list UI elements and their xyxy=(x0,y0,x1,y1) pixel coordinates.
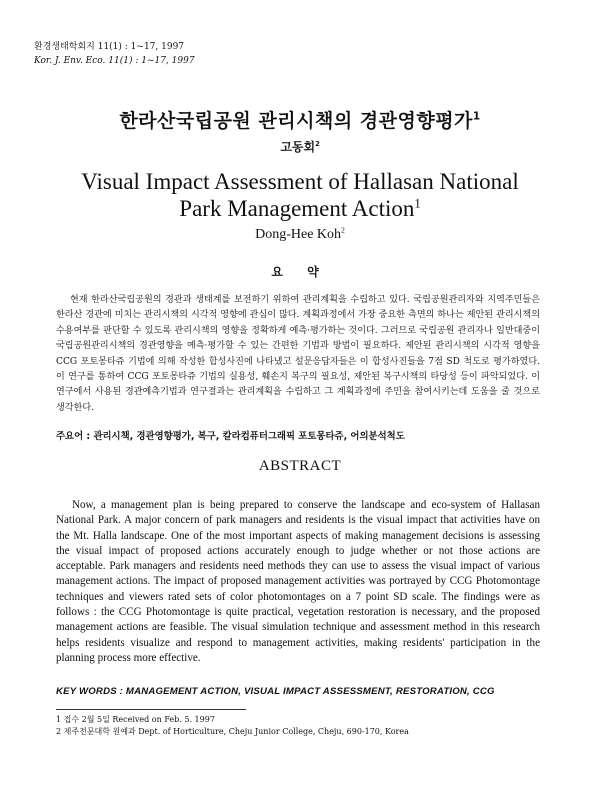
summary-heading-korean: 요 약 xyxy=(271,265,329,279)
abstract-heading: ABSTRACT xyxy=(258,458,342,474)
journal-line-en: Kor. J. Env. Eco. 11(1) : 1~17, 1997 xyxy=(34,56,195,66)
title-korean xyxy=(0,106,600,133)
keywords-english: KEY WORDS : MANAGEMENT ACTION, VISUAL IMPACT ASSESSMENT, RESTORATION, CCG xyxy=(56,686,495,697)
footnotes xyxy=(56,714,409,737)
title-korean-footnote-mark: 1 xyxy=(472,110,481,123)
author-korean-footnote-mark: 2 xyxy=(315,140,320,148)
author-korean-name: 고동회 xyxy=(280,140,316,154)
author-korean xyxy=(0,138,600,155)
author-english-name: Dong-Hee Koh xyxy=(255,227,342,242)
keywords-korean: 주요어 : 관리시책, 경관영향평가, 복구, 칼라컴퓨터그래픽 포토몽타쥬, 어의분석척도 xyxy=(56,431,405,442)
title-korean-text: 한라산국립공원 관리시책의 경관영향평가 xyxy=(119,110,473,132)
footnote-divider xyxy=(56,709,246,710)
title-english-footnote-mark: 1 xyxy=(414,196,421,211)
abstract-english: Now, a management plan is being prepared to conserve the landscape and eco-system of Hallasan National Park. A major concern of park managers and residents is the visual impact that activities have on the Mt. Halla landscape. One of the most important aspects of making management decisions is assessing the visual impact of proposed actions accurately enough to judge whether or not those actions are acceptable. Park managers and residents need methods they can use to assess the visual impact of various management actions. The impact of proposed management activities was portrayed by CCG Photomontage techniques and viewers rated sets of color photomontages on a 7 point SD scale. The findings were as follows : the CCG Photomontage is quite practical, vegetation restoration is necessary, and the proposed management actions are feasible. The visual simulation technique and assessment method in this research helps residents visualize and respond to management activities, making residents' participation in the planning process more effective. xyxy=(56,499,540,664)
title-english-line-2: Park Management Action xyxy=(179,196,415,221)
title-english xyxy=(0,168,600,222)
author-english-footnote-mark: 2 xyxy=(341,225,345,235)
author-english xyxy=(0,227,600,243)
footnote-2: 2 제주전문대학 원예과 Dept. of Horticulture, Cheju Junior College, Cheju, 690-170, Korea xyxy=(56,726,409,736)
abstract-korean: 현재 한라산국립공원의 경관과 생태계를 보전하기 위하여 관리계획을 수립하고 있다. 국립공원관리자와 지역주민들은 한라산 경관에 미치는 관리시책의 시각적 영향에 관심이 많다. 계획과정에서 가장 중요한 측면의 하나는 제안된 관리시책의 수용여부를 판단할 수 있도록 관리시책의 영향을 정확하게 예측·평가하는 것이다. 그러므로 국립공원 관리자나 일반대중이 국립공원관리시책의 경관영향을 예측·평가할 수 있는 간편한 기법과 방법이 필요하다. 제안된 관리시책의 시각적 영향을 CCG 포토몽타쥬 기법에 의해 작성한 합성사진에 나타냈고 설문응답자들은 이 합성사진들을 7점 SD 척도로 평가하였다. 이 연구를 통하여 CCG 포토몽타쥬 기법의 실용성, 훼손지 복구의 필요성, 제안된 복구시책의 타당성 등이 파악되었다. 이 연구에서 사용된 경관예측기법과 연구결과는 관리계획을 수립하고 그 계획과정에 주민을 참여시키는데 도움을 줄 것으로 생각한다. xyxy=(56,295,540,413)
title-english-line-1: Visual Impact Assessment of Hallasan National xyxy=(81,169,519,194)
journal-citation xyxy=(34,40,195,68)
footnote-1: 1 접수 2월 5일 Received on Feb. 5. 1997 xyxy=(56,715,215,724)
journal-line-ko: 환경생태학회지 11(1) : 1~17, 1997 xyxy=(34,42,185,52)
